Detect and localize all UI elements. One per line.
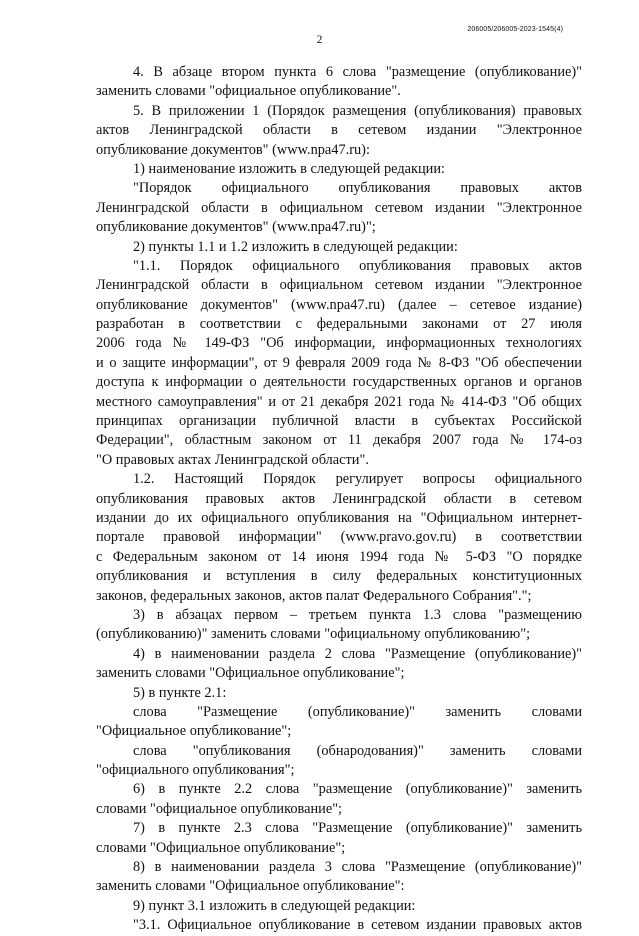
text-line: опубликования правовых актов Ленинградской области в сетевом — [96, 490, 582, 507]
text-line: заменить словами "Официальное опубликование": — [96, 878, 405, 895]
text-line: местного самоуправления" и от 21 декабря 2021 года № 414-ФЗ "Об общих — [96, 393, 582, 410]
text-line: 4. В абзаце втором пункта 6 слова "размещение (опубликование)" — [133, 64, 582, 80]
text-line: 4) в наименовании раздела 2 слова "Размещение (опубликование)" — [133, 645, 582, 662]
text-line: законов, федеральных законов, актов палат Федерального Собрания"."; — [96, 587, 532, 604]
text-line: 1) наименование изложить в следующей редакции: — [133, 160, 446, 177]
text-line: 8) в наименовании раздела 3 слова "Размещение (опубликование)" — [133, 859, 582, 876]
document-body — [96, 63, 582, 936]
text-line: "официального опубликования"; — [96, 762, 295, 779]
text-line: заменить словами "Официальное опубликование"; — [96, 665, 405, 682]
text-line: 2) пункты 1.1 и 1.2 изложить в следующей редакции: — [133, 238, 458, 255]
text-line: актов Ленинградской области в сетевом издании "Электронное — [96, 122, 582, 139]
text-line: Федерации", областным законом от 11 декабря 2007 года № 174-оз — [96, 432, 582, 449]
text-line: "1.1. Порядок официального опубликования правовых актов — [133, 257, 582, 274]
text-line: Ленинградской области в официальном сетевом издании "Электронное — [96, 277, 582, 294]
text-line: портале правовой информации" (www.pravo.gov.ru) в соответствии — [96, 529, 582, 546]
text-line: 5. В приложении 1 (Порядок размещения (опубликования) правовых — [133, 102, 582, 119]
text-line: "3.1. Официальное опубликование в сетевом издании правовых актов — [133, 917, 582, 934]
text-line: с Федеральным законом от 14 июня 1994 года № 5-ФЗ "О порядке — [96, 548, 582, 565]
text-line: 7) в пункте 2.3 слова "Размещение (опубликование)" заменить — [133, 820, 582, 837]
text-line: доступа к информации о деятельности государственных органов и органов — [96, 374, 582, 391]
text-line: и о защите информации", от 9 февраля 2009 года № 8-ФЗ "Об обеспечении — [96, 354, 582, 371]
text-line: 9) пункт 3.1 изложить в следующей редакции: — [133, 897, 416, 914]
text-line: 3) в абзацах первом – третьем пункта 1.3 слова "размещению — [133, 606, 582, 623]
text-line: 5) в пункте 2.1: — [133, 684, 227, 701]
text-line: опубликование документов" (www.npa47.ru)"; — [96, 219, 376, 236]
text-line: принципах организации публичной власти в субъектах Российской — [96, 413, 582, 430]
text-line: опубликование документов" (www.npa47.ru): — [96, 141, 370, 158]
text-line: 2006 года № 149-ФЗ "Об информации, информационных технологиях — [96, 335, 582, 352]
text-line: издании до их официального опубликования на "Официальном интернет- — [96, 509, 582, 526]
text-line: слова "Размещение (опубликование)" заменить словами — [133, 703, 582, 720]
page-number: 2 — [316, 34, 323, 46]
text-line: (опубликованию)" заменить словами "официальному опубликованию"; — [96, 626, 531, 643]
text-line: словами "официальное опубликование"; — [96, 800, 343, 817]
text-line: опубликование документов" (www.npa47.ru) (далее – сетевое издание) — [96, 296, 582, 313]
text-line: Ленинградской области в официальном сетевом издании "Электронное — [96, 199, 582, 216]
text-line: "О правовых актах Ленинградской области". — [96, 451, 369, 468]
document-id: 206005/206005-2023-1545(4) — [467, 26, 563, 33]
text-line: слова "опубликования (обнародования)" заменить словами — [133, 742, 582, 759]
text-line: "Порядок официального опубликования правовых актов — [133, 180, 582, 197]
text-line: опубликования и вступления в силу федеральных конституционных — [96, 568, 582, 585]
text-line: разработан в соответствии с федеральными законами от 27 июля — [96, 316, 582, 333]
text-line: словами "Официальное опубликование"; — [96, 839, 346, 856]
text-line: заменить словами "официальное опубликование". — [96, 83, 401, 100]
text-line: "Официальное опубликование"; — [96, 723, 292, 740]
text-line: 6) в пункте 2.2 слова "размещение (опубликование)" заменить — [133, 781, 582, 798]
text-line: 1.2. Настоящий Порядок регулирует вопросы официального — [133, 471, 582, 488]
